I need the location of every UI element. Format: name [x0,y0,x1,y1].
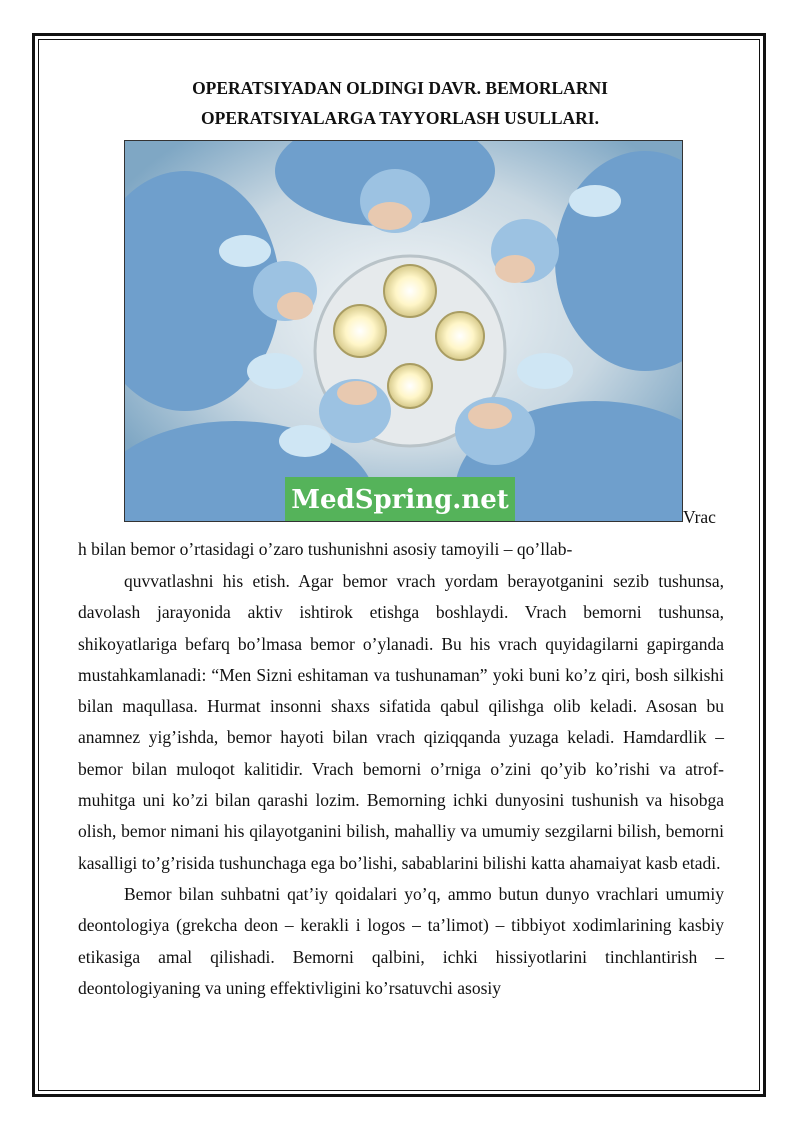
watermark-text: MedSpring.net [291,485,509,515]
paragraph-2: Bemor bilan suhbatni qat’iy qoidalari yo’q, ammo butun dunyo vrachlari umumiy deontologiya (grekcha deon – kerakli i logos – ta’limot) – tibbiyot xodimlarining kasbiy etikasiga amal qilishadi. Bemorni qalbini, ichki hissiyotlarini tinchlantirish – deontologiyaning va uning effektivligini ko’rsatuvchi asosiy [78,883,724,998]
body-text [78,566,724,1004]
paragraph-1: quvvatlashni his etish. Agar bemor vrach yordam berayotganini sezib tushunsa, davolash jarayonida aktiv ishtirok etishga boshlaydi. Vrach bemorni tushunsa, shikoyatlariga befarq bo’lmasa bemor o’ylanadi. Bu his vrach quyidagilarni gapirganda mustahkamlanadi: “Men Sizni eshitaman va tushunaman” yoki buni ko’z qiri, bosh silkishi bilan maqullasa. Hurmat insonni shaxs sifatida qabul qilishga olib keladi. Asosan bu anamnez yig’ishda, bemor hayoti bilan vrach qiziqqanda yuzaga keladi. Hamdardlik – bemor bilan muloqot kalitidir. Vrach bemorni o’rniga o’zini qo’yib ko’rishi va atrof-muhitga uni ko’zi bilan qarashi lozim. Bemorning ichki dunyosini tushunish va hisobga olish, bemor nimani his qilayotganini bilish, mahalliy va umumiy sezgilarni bilish, bemorni kasalligi to’g’risida tushunchaga ega bo’lishi, sabablarini bilishi katta ahamaiyat kasb etadi. [78,571,724,873]
document-title [60,73,740,133]
surgery-photo [124,140,683,522]
title-line-1: OPERATSIYADAN OLDINGI DAVR. BEMORLARNI [192,78,608,98]
title-line-2: OPERATSIYALARGA TAYYORLASH USULLARI. [201,108,599,128]
text-line-after-image: h bilan bemor o’rtasidagi o’zaro tushunishni asosiy tamoyili – qo’llab- [78,539,573,559]
caption-tail: Vrac [683,507,716,527]
